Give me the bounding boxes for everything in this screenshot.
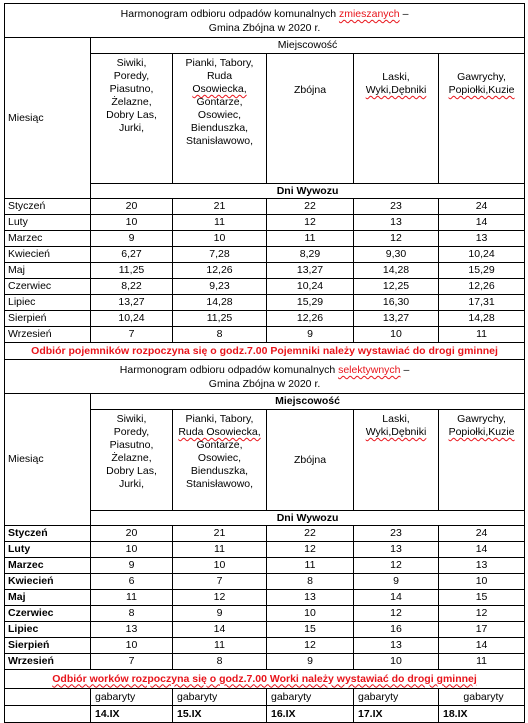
- day-cell: 10: [173, 231, 267, 247]
- day-cell: 11,25: [173, 311, 267, 327]
- table1-locality-2: Pianki, Tabory, Ruda Osowiecka, Gontarze, Osowiec, Bienduszka, Stanisławowo,: [173, 54, 267, 184]
- gabaryty-date-row: [5, 706, 525, 723]
- gabaryty-label: gabaryty: [354, 689, 439, 706]
- table2-locality-1: Siwiki, Poredy, Piasutno, Żelazne, Dobry Las, Jurki,: [91, 410, 173, 511]
- day-cell: 17,31: [439, 295, 525, 311]
- day-cell: 14: [173, 622, 267, 638]
- day-cell: 10: [173, 558, 267, 574]
- month-cell: Lipiec: [5, 295, 91, 311]
- day-cell: 7: [91, 327, 173, 343]
- day-cell: 13: [439, 231, 525, 247]
- day-cell: 8,22: [91, 279, 173, 295]
- day-cell: 21: [173, 526, 267, 542]
- day-cell: 9: [91, 558, 173, 574]
- day-cell: 12: [439, 606, 525, 622]
- day-cell: 12,25: [354, 279, 439, 295]
- table2-header-locality: Miejscowość: [91, 394, 525, 410]
- table-row: [5, 263, 525, 279]
- month-cell: Marzec: [5, 558, 91, 574]
- day-cell: 12,26: [439, 279, 525, 295]
- table-row: [5, 622, 525, 638]
- day-cell: 14: [439, 215, 525, 231]
- month-cell: Maj: [5, 263, 91, 279]
- table1-title-text: Harmonogram odbioru odpadów komunalnych: [120, 8, 339, 20]
- table-row: [5, 279, 525, 295]
- day-cell: 10: [91, 215, 173, 231]
- gabaryty-date: 15.IX: [173, 706, 267, 723]
- month-cell: Luty: [5, 542, 91, 558]
- month-cell: Maj: [5, 590, 91, 606]
- month-cell: Czerwiec: [5, 279, 91, 295]
- day-cell: 9: [91, 231, 173, 247]
- day-cell: 12,26: [173, 263, 267, 279]
- day-cell: 11: [173, 215, 267, 231]
- day-cell: 8,29: [267, 247, 354, 263]
- day-cell: 9: [267, 654, 354, 670]
- day-cell: 13: [354, 638, 439, 654]
- gabaryty-label-row: [5, 689, 525, 706]
- day-cell: 20: [91, 199, 173, 215]
- day-cell: 13,27: [354, 311, 439, 327]
- day-cell: 14,28: [354, 263, 439, 279]
- day-cell: 14,28: [439, 311, 525, 327]
- day-cell: 23: [354, 199, 439, 215]
- day-cell: 12: [267, 215, 354, 231]
- day-cell: 10,24: [267, 279, 354, 295]
- table2-title-waste-type: selektywnych: [338, 364, 401, 376]
- day-cell: 20: [91, 526, 173, 542]
- table1-header-locality: Miejscowość: [91, 38, 525, 54]
- table2-title-dash: –: [400, 364, 410, 376]
- day-cell: 14: [439, 638, 525, 654]
- month-cell: Sierpień: [5, 311, 91, 327]
- table1-header-month: Miesiąc: [5, 38, 91, 199]
- table-row: [5, 654, 525, 670]
- day-cell: 15,29: [267, 295, 354, 311]
- table2-header-days: Dni Wywozu: [91, 511, 525, 526]
- gabaryty-label: gabaryty: [439, 689, 525, 706]
- month-cell: Styczeń: [5, 199, 91, 215]
- table-row: [5, 558, 525, 574]
- day-cell: 8: [267, 574, 354, 590]
- day-cell: 15: [267, 622, 354, 638]
- day-cell: 14,28: [173, 295, 267, 311]
- table-row: [5, 542, 525, 558]
- day-cell: 12,26: [267, 311, 354, 327]
- month-cell: Marzec: [5, 231, 91, 247]
- table1-title: [5, 4, 525, 38]
- day-cell: 10: [91, 638, 173, 654]
- table-row: [5, 638, 525, 654]
- day-cell: 11: [267, 558, 354, 574]
- table1-notice: Odbiór pojemników rozpoczyna się o godz.7.00 Pojemniki należy wystawiać do drogi gminnej: [5, 343, 525, 360]
- day-cell: 9: [354, 574, 439, 590]
- day-cell: 22: [267, 526, 354, 542]
- day-cell: 23: [354, 526, 439, 542]
- table1-title-waste-type: zmieszanych: [338, 8, 400, 20]
- day-cell: 11: [267, 231, 354, 247]
- gabaryty-empty-cell: [5, 706, 91, 723]
- day-cell: 8: [91, 606, 173, 622]
- table-row: [5, 590, 525, 606]
- day-cell: 24: [439, 199, 525, 215]
- schedule-document: [4, 3, 524, 723]
- day-cell: 11: [439, 327, 525, 343]
- table2-title: [5, 360, 525, 394]
- gabaryty-label: gabaryty: [91, 689, 173, 706]
- day-cell: 12: [354, 231, 439, 247]
- day-cell: 12: [267, 542, 354, 558]
- month-cell: Wrzesień: [5, 654, 91, 670]
- month-cell: Luty: [5, 215, 91, 231]
- day-cell: 10,24: [91, 311, 173, 327]
- table-row: [5, 311, 525, 327]
- gabaryty-label: gabaryty: [267, 689, 354, 706]
- day-cell: 21: [173, 199, 267, 215]
- day-cell: 17: [439, 622, 525, 638]
- gabaryty-date: 17.IX: [354, 706, 439, 723]
- day-cell: 6,27: [91, 247, 173, 263]
- gabaryty-date: 16.IX: [267, 706, 354, 723]
- table2-notice: [5, 670, 525, 689]
- day-cell: 11: [173, 638, 267, 654]
- day-cell: 16,30: [354, 295, 439, 311]
- day-cell: 16: [354, 622, 439, 638]
- day-cell: 13: [91, 622, 173, 638]
- day-cell: 13: [439, 558, 525, 574]
- month-cell: Styczeń: [5, 526, 91, 542]
- gabaryty-empty-cell: [5, 689, 91, 706]
- day-cell: 9: [267, 327, 354, 343]
- day-cell: 9: [173, 606, 267, 622]
- day-cell: 8: [173, 654, 267, 670]
- month-cell: Kwiecień: [5, 247, 91, 263]
- day-cell: 14: [354, 590, 439, 606]
- table-row: [5, 295, 525, 311]
- day-cell: 13,27: [267, 263, 354, 279]
- day-cell: 7: [91, 654, 173, 670]
- table2-subtitle: Gmina Zbójna w 2020 r.: [208, 378, 321, 390]
- table-row: [5, 526, 525, 542]
- table1-locality-5: Gawrychy, Popiołki,Kuzie: [439, 54, 525, 184]
- day-cell: 22: [267, 199, 354, 215]
- table-row: [5, 199, 525, 215]
- day-cell: 9,30: [354, 247, 439, 263]
- day-cell: 10: [439, 574, 525, 590]
- month-cell: Kwiecień: [5, 574, 91, 590]
- day-cell: 9,23: [173, 279, 267, 295]
- table2-locality-4: Laski, Wyki,Dębniki: [354, 410, 439, 511]
- table2-locality-3: Zbójna: [267, 410, 354, 511]
- gabaryty-date: 18.IX: [439, 706, 525, 723]
- day-cell: 12: [354, 606, 439, 622]
- day-cell: 12: [173, 590, 267, 606]
- table2-notice-text: Odbiór worków rozpoczyna się o godz.7.00 Worki należy wystawiać do drogi gminnej: [52, 672, 477, 685]
- day-cell: 13: [354, 215, 439, 231]
- day-cell: 10: [354, 327, 439, 343]
- table2-header-month: Miesiąc: [5, 394, 91, 526]
- day-cell: 12: [267, 638, 354, 654]
- day-cell: 13,27: [91, 295, 173, 311]
- table-row: [5, 247, 525, 263]
- table2-locality-2: Pianki, Tabory, Ruda Osowiecka, Gontarze, Osowiec, Bienduszka, Stanisławowo,: [173, 410, 267, 511]
- gabaryty-label: gabaryty: [173, 689, 267, 706]
- table2-locality-5: Gawrychy, Popiołki,Kuzie: [439, 410, 525, 511]
- day-cell: 15: [439, 590, 525, 606]
- month-cell: Lipiec: [5, 622, 91, 638]
- day-cell: 13: [267, 590, 354, 606]
- table1-title-dash: –: [399, 8, 409, 20]
- day-cell: 7,28: [173, 247, 267, 263]
- day-cell: 11: [439, 654, 525, 670]
- day-cell: 24: [439, 526, 525, 542]
- day-cell: 8: [173, 327, 267, 343]
- table-row: [5, 327, 525, 343]
- day-cell: 10,24: [439, 247, 525, 263]
- schedule-table: [4, 3, 525, 723]
- day-cell: 15,29: [439, 263, 525, 279]
- table1-header-days: Dni Wywozu: [91, 184, 525, 199]
- day-cell: 11,25: [91, 263, 173, 279]
- table-row: [5, 574, 525, 590]
- table2-title-text: Harmonogram odbioru odpadów komunalnych: [119, 364, 339, 376]
- day-cell: 7: [173, 574, 267, 590]
- day-cell: 13: [354, 542, 439, 558]
- table-row: [5, 231, 525, 247]
- day-cell: 11: [91, 590, 173, 606]
- day-cell: 10: [91, 542, 173, 558]
- table1-locality-1: Siwiki, Poredy, Piasutno, Żelazne, Dobry Las, Jurki,: [91, 54, 173, 184]
- table1-subtitle: Gmina Zbójna w 2020 r.: [208, 22, 321, 34]
- table-row: [5, 606, 525, 622]
- day-cell: 12: [354, 558, 439, 574]
- day-cell: 14: [439, 542, 525, 558]
- table1-locality-3: Zbójna: [267, 54, 354, 184]
- day-cell: 10: [267, 606, 354, 622]
- day-cell: 11: [173, 542, 267, 558]
- table1-locality-4: Laski, Wyki,Dębniki: [354, 54, 439, 184]
- month-cell: Sierpień: [5, 638, 91, 654]
- day-cell: 6: [91, 574, 173, 590]
- month-cell: Wrzesień: [5, 327, 91, 343]
- day-cell: 10: [354, 654, 439, 670]
- month-cell: Czerwiec: [5, 606, 91, 622]
- gabaryty-date: 14.IX: [91, 706, 173, 723]
- table-row: [5, 215, 525, 231]
